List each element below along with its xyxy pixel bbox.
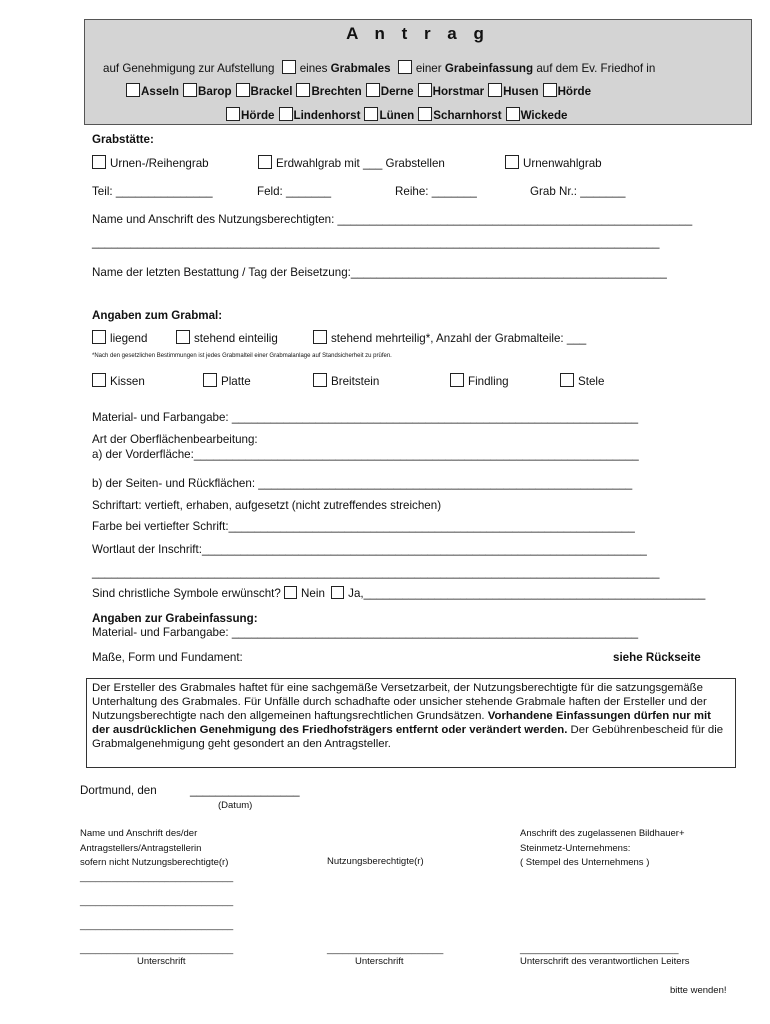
location-option[interactable] xyxy=(183,85,232,98)
location-checkbox[interactable] xyxy=(418,83,432,97)
label-oberflaeche: Art der Oberflächenbearbeitung: xyxy=(92,433,258,446)
grabmal-heading: Angaben zum Grabmal: xyxy=(92,309,223,322)
checkbox[interactable] xyxy=(92,330,106,344)
header-purpose-line: auf Genehmigung zur Aufstellung eines Grabmales einer Grabeinfassung auf dem Ev. Friedhof in xyxy=(103,62,656,75)
location-label: Hörde xyxy=(241,109,275,122)
location-checkbox[interactable] xyxy=(126,83,140,97)
location-option[interactable] xyxy=(543,85,592,98)
checkbox[interactable] xyxy=(313,373,327,387)
location-label: Hörde xyxy=(557,85,592,98)
antragsteller-label: Name und Anschrift des/der Antragstellers/Antragstellerin sofern nicht Nutzungsberechtigte(r) xyxy=(80,828,229,868)
option-liegend[interactable]: liegend xyxy=(92,330,147,345)
location-option[interactable] xyxy=(236,85,293,98)
symbole-row: Sind christliche Symbole erwünscht? Nein Ja,_____________________________________________________ xyxy=(92,587,706,600)
signature-line-antragsteller[interactable]: _____________________________ xyxy=(80,944,234,955)
option-urnenwahlgrab[interactable]: Urnenwahlgrab xyxy=(505,155,602,170)
location-option[interactable] xyxy=(296,85,361,98)
field-wortlaut[interactable]: Wortlaut der Inschrift:_____________________________________________________________________ xyxy=(92,543,647,556)
option-stehend-einteilig[interactable]: stehend einteilig xyxy=(176,330,278,345)
ort-label: Dortmund, den xyxy=(80,784,157,797)
checkbox[interactable] xyxy=(203,373,217,387)
checkbox[interactable] xyxy=(313,330,327,344)
location-checkbox[interactable] xyxy=(488,83,502,97)
option-kissen[interactable]: Kissen xyxy=(92,373,145,388)
location-label: Lünen xyxy=(379,109,415,122)
field-wortlaut-line2[interactable]: ________________________________________________________________________________________ xyxy=(92,566,660,579)
checkbox[interactable] xyxy=(505,155,519,169)
location-checkbox[interactable] xyxy=(296,83,310,97)
checkbox[interactable] xyxy=(92,155,106,169)
location-label: Wickede xyxy=(520,109,568,122)
location-option[interactable] xyxy=(418,109,501,122)
datum-field[interactable]: _________________ xyxy=(190,784,300,797)
grabeinfassung-heading: Angaben zur Grabeinfassung: xyxy=(92,612,258,625)
location-option[interactable] xyxy=(126,85,179,98)
location-option[interactable] xyxy=(506,109,568,122)
location-option[interactable] xyxy=(364,109,414,122)
location-label: Brackel xyxy=(250,85,293,98)
location-option[interactable] xyxy=(418,85,485,98)
location-label: Asseln xyxy=(141,85,180,98)
location-label: Horstmar xyxy=(432,85,485,98)
field-teil[interactable]: Teil: _______________ xyxy=(92,185,213,198)
symbole-ja-checkbox[interactable] xyxy=(331,586,344,599)
datum-caption: (Datum) xyxy=(218,800,253,811)
siehe-rueckseite: siehe Rückseite xyxy=(613,651,701,664)
signature-caption-nutzungsberechtigte: Unterschrift xyxy=(355,956,404,967)
field-vorderflaeche[interactable]: a) der Vorderfläche:_____________________________________________________________________ xyxy=(92,448,639,461)
location-label: Husen xyxy=(503,85,539,98)
field-name-anschrift[interactable]: Name und Anschrift des Nutzungsberechtigten: _______________________________________________________ xyxy=(92,213,693,226)
location-option[interactable] xyxy=(226,109,275,122)
checkbox[interactable] xyxy=(450,373,464,387)
grabeinfassung-checkbox[interactable] xyxy=(398,60,412,74)
location-label: Derne xyxy=(380,85,414,98)
signature-caption-leiter: Unterschrift des verantwortlichen Leiters xyxy=(520,956,690,967)
field-letzte-bestattung[interactable]: Name der letzten Bestattung / Tag der Beisetzung:_________________________________________________ xyxy=(92,266,667,279)
footnote: *Nach den gesetzlichen Bestimmungen ist jedes Grabmalteil einer Grabmalanlage auf Standsicherheit zu prüfen. xyxy=(92,353,392,359)
location-option[interactable] xyxy=(366,85,414,98)
option-urnen-reihengrab[interactable]: Urnen-/Reihengrab xyxy=(92,155,209,170)
nutzungsberechtigte-label: Nutzungsberechtigte(r) xyxy=(327,856,424,867)
address-line-1[interactable]: _____________________________ xyxy=(80,872,234,883)
option-findling[interactable]: Findling xyxy=(450,373,509,388)
location-options-row2 xyxy=(226,107,572,122)
checkbox[interactable] xyxy=(176,330,190,344)
field-material-farbe[interactable]: Material- und Farbangabe: _______________________________________________________________ xyxy=(92,411,639,424)
location-checkbox[interactable] xyxy=(183,83,197,97)
form-title: A n t r a g xyxy=(346,24,490,43)
form-header xyxy=(84,19,752,125)
location-checkbox[interactable] xyxy=(279,107,293,121)
signature-line-nutzungsberechtigte[interactable]: ______________________ xyxy=(327,944,444,955)
location-label: Scharnhorst xyxy=(433,109,502,122)
grabstaette-heading: Grabstätte: xyxy=(92,133,154,146)
address-line-2[interactable]: _____________________________ xyxy=(80,896,234,907)
address-line-3[interactable]: _____________________________ xyxy=(80,920,234,931)
location-checkbox[interactable] xyxy=(418,107,432,121)
grabmal-checkbox[interactable] xyxy=(282,60,296,74)
location-checkbox[interactable] xyxy=(226,107,240,121)
checkbox[interactable] xyxy=(560,373,574,387)
location-checkbox[interactable] xyxy=(366,83,380,97)
liability-notice: Der Ersteller des Grabmales haftet für eine sachgemäße Versetzarbeit, der Nutzungsberechtigte für die satzungsgemäße Unterhaltung des Grabmales. Für Unfälle durch schadhafte oder unsicher stehende Grabmale haften der Ersteller und der Nutzungsberechtigte nach den allgemeinen haftungsrechtlichen Grundsätzen. Vorhandene Einfassungen dürfen nur mit der ausdrücklichen Genehmigung des Friedhofsträgers entfernt oder verändert werden. Der Gebührenbescheid für die Grabmalgenehmigung geht gesondert an den Antragsteller. xyxy=(86,678,736,768)
bitte-wenden: bitte wenden! xyxy=(670,985,727,996)
checkbox[interactable] xyxy=(92,373,106,387)
symbole-nein-checkbox[interactable] xyxy=(284,586,297,599)
location-checkbox[interactable] xyxy=(236,83,250,97)
option-stele[interactable]: Stele xyxy=(560,373,604,388)
location-checkbox[interactable] xyxy=(364,107,378,121)
location-label: Brechten xyxy=(311,85,362,98)
location-label: Barop xyxy=(198,85,232,98)
location-option[interactable] xyxy=(279,109,361,122)
location-label: Lindenhorst xyxy=(293,109,361,122)
bildhauer-label: Anschrift des zugelassenen Bildhauer+ Steinmetz-Unternehmens: ( Stempel des Unternehmens ) xyxy=(520,828,685,868)
label-masse: Maße, Form und Fundament: xyxy=(92,651,243,664)
location-options-row1 xyxy=(126,83,595,98)
field-grab-nr[interactable]: Grab Nr.: _______ xyxy=(530,185,626,198)
field-farbe-schrift[interactable]: Farbe bei vertiefter Schrift:_______________________________________________________________ xyxy=(92,520,635,533)
signature-caption-antragsteller: Unterschrift xyxy=(137,956,186,967)
field-feld[interactable]: Feld: _______ xyxy=(257,185,332,198)
field-seitenflaechen[interactable]: b) der Seiten- und Rückflächen: __________________________________________________________ xyxy=(92,477,633,490)
field-reihe[interactable]: Reihe: _______ xyxy=(395,185,477,198)
checkbox[interactable] xyxy=(258,155,272,169)
field-name-anschrift-line2[interactable]: ________________________________________________________________________________________ xyxy=(92,236,660,249)
location-option[interactable] xyxy=(488,85,538,98)
option-erdwahlgrab[interactable]: Erdwahlgrab mit ___ Grabstellen xyxy=(258,155,445,170)
option-stehend-mehrteilig[interactable]: stehend mehrteilig*, Anzahl der Grabmalteile: ___ xyxy=(313,330,586,345)
location-checkbox[interactable] xyxy=(543,83,557,97)
option-breitstein[interactable]: Breitstein xyxy=(313,373,379,388)
signature-line-leiter[interactable]: ______________________________ xyxy=(520,944,679,955)
option-platte[interactable]: Platte xyxy=(203,373,251,388)
field-schriftart: Schriftart: vertieft, erhaben, aufgesetzt (nicht zutreffendes streichen) xyxy=(92,499,442,512)
field-einfassung-material[interactable]: Material- und Farbangabe: _______________________________________________________________ xyxy=(92,626,639,639)
location-checkbox[interactable] xyxy=(506,107,520,121)
